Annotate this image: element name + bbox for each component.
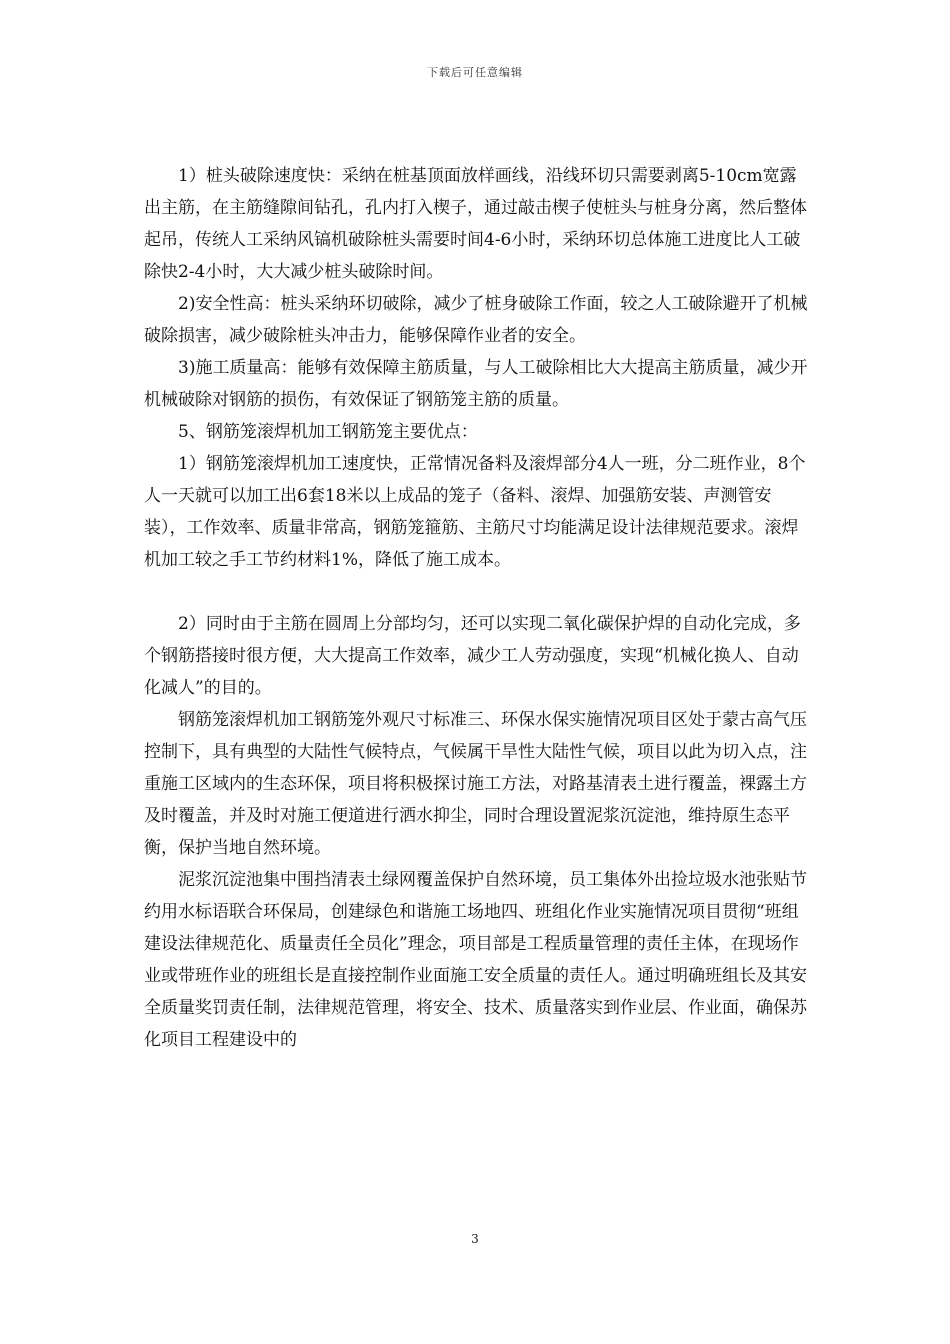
- paragraph-welder-speed: 1）钢筋笼滚焊机加工速度快，正常情况备料及滚焊部分4人一班，分二班作业，8个人一天就可以加工出6套18米以上成品的笼子（备料、滚焊、加强筋安装、声测管安装），工作效率、质量非常高，钢筋笼箍筋、主筋尺寸均能满足设计法律规范要求。滚焊机加工较之手工节约材料1%，降低了施工成本。: [144, 454, 806, 570]
- section-heading-rebar-cage: 5、钢筋笼滚焊机加工钢筋笼主要优点：: [178, 422, 478, 442]
- paragraph-team-management: 泥浆沉淀池集中围挡清表土绿网覆盖保护自然环境，员工集体外出捡垃圾水池张贴节约用水标语联合环保局，创建绿色和谐施工场地四、班组化作业实施情况项目贯彻“班组建设法律规范化、质量责任全员化”理念，项目部是工程质量管理的责任主体，在现场作业或带班作业的班组长是直接控制作业面施工安全质量的责任人。通过明确班组长及其安全质量奖罚责任制，法律规范管理，将安全、技术、质量落实到作业层、作业面，确保苏化项目工程建设中的: [144, 870, 807, 1050]
- paragraph-co2-welding: 2）同时由于主筋在圆周上分部均匀，还可以实现二氧化碳保护焊的自动化完成，多个钢筋搭接时很方便，大大提高工作效率，减少工人劳动强度，实现“机械化换人、自动化减人”的目的。: [144, 614, 801, 698]
- page-number: 3: [471, 1232, 479, 1246]
- document-body: [144, 160, 808, 1056]
- paragraph-pile-head-speed: 1）桩头破除速度快：采纳在桩基顶面放样画线，沿线环切只需要剥离5-10cm宽露出主筋，在主筋缝隙间钻孔，孔内打入楔子，通过敲击楔子使桩头与桩身分离，然后整体起吊，传统人工采纳风镐机破除桩头需要时间4-6小时，采纳环切总体施工进度比人工破除快2-4小时，大大减少桩头破除时间。: [144, 166, 807, 282]
- paragraph-environmental: 钢筋笼滚焊机加工钢筋笼外观尺寸标准三、环保水保实施情况项目区处于蒙古高气压控制下，具有典型的大陆性气候特点，气候属干旱性大陆性气候，项目以此为切入点，注重施工区域内的生态环保，项目将积极探讨施工方法，对路基清表土进行覆盖，裸露土方及时覆盖，并及时对施工便道进行洒水抑尘，同时合理设置泥浆沉淀池，维持原生态平衡，保护当地自然环境。: [144, 710, 807, 858]
- page-header: 下载后可任意编辑: [427, 66, 523, 79]
- paragraph-safety: 2)安全性高：桩头采纳环切破除，减少了桩身破除工作面，较之人工破除避开了机械破除损害，减少破除桩头冲击力，能够保障作业者的安全。: [144, 294, 808, 346]
- paragraph-quality: 3)施工质量高：能够有效保障主筋质量，与人工破除相比大大提高主筋质量，减少开机械破除对钢筋的损伤，有效保证了钢筋笼主筋的质量。: [144, 358, 808, 410]
- paragraph-gap: [144, 576, 808, 608]
